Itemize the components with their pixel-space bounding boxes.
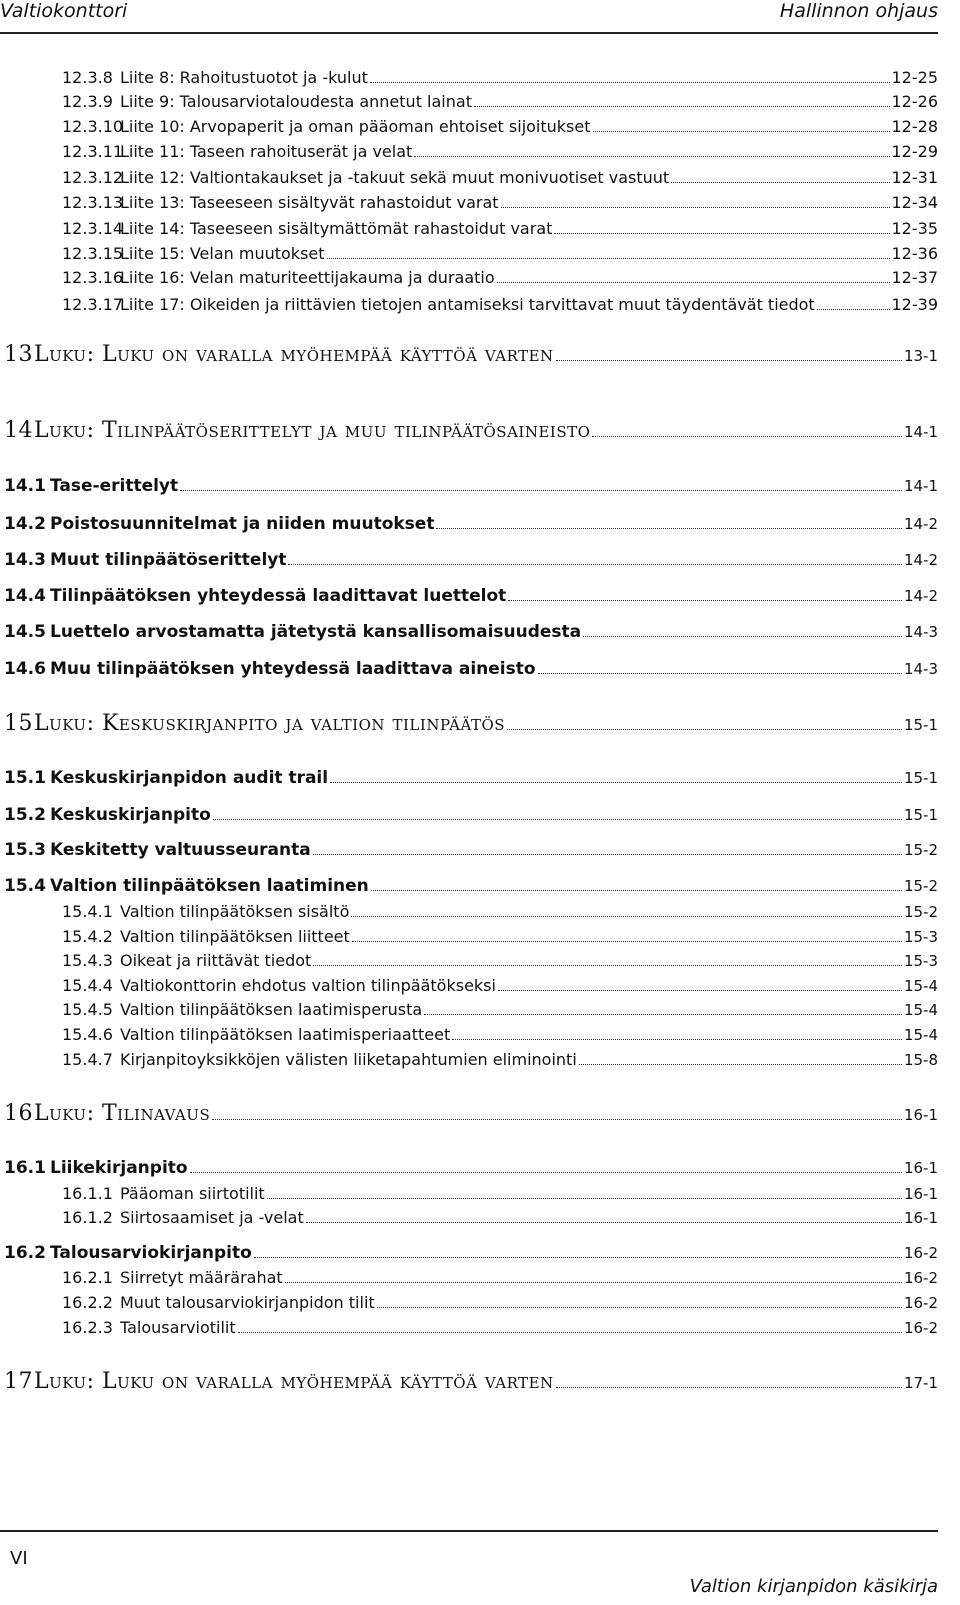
toc-page: 16-2 — [903, 1244, 938, 1262]
toc-title: Liite 13: Taseeseen sisältyvät rahastoidut varat — [120, 193, 499, 212]
footer-rule — [0, 1530, 938, 1532]
toc-leader-dots — [817, 297, 890, 310]
toc-page: 12-39 — [891, 295, 938, 314]
toc-title: Valtion tilinpäätöksen liitteet — [120, 927, 350, 946]
toc-page: 15-8 — [903, 1051, 938, 1069]
toc-page: 12-26 — [891, 92, 938, 111]
toc-title: Liite 16: Velan maturiteettijakauma ja duraatio — [120, 268, 495, 287]
toc-entry[interactable] — [62, 927, 938, 946]
toc-title: Liite 15: Velan muutokset — [120, 244, 325, 263]
toc-number: 15.4.6 — [62, 1025, 113, 1044]
toc-leader-dots — [556, 1371, 902, 1388]
toc-page: 15-4 — [903, 1001, 938, 1019]
toc-entry[interactable] — [62, 951, 938, 970]
toc-entry[interactable] — [62, 1025, 938, 1044]
toc-entry[interactable] — [62, 295, 938, 314]
toc-page: 12-25 — [891, 68, 938, 87]
toc-title: Muut talousarviokirjanpidon tilit — [120, 1293, 375, 1312]
toc-number: 12.3.10 — [62, 117, 124, 136]
toc-title: Poistosuunnitelmat ja niiden muutokset — [50, 514, 435, 534]
toc-title: Tase-erittelyt — [50, 476, 179, 496]
toc-page: 17-1 — [903, 1374, 938, 1392]
toc-page: 12-35 — [891, 219, 938, 238]
toc-leader-dots — [351, 904, 902, 917]
toc-number: 12.3.9 — [62, 92, 113, 111]
toc-title: Kirjanpitoyksikköjen välisten liiketapahtumien eliminointi — [120, 1050, 577, 1069]
toc-chapter[interactable] — [4, 342, 938, 367]
toc-page: 16-2 — [903, 1269, 938, 1287]
toc-page: 15-2 — [903, 877, 938, 895]
toc-leader-dots — [671, 170, 889, 183]
toc-leader-dots — [583, 624, 902, 637]
toc-number: 16.1.1 — [62, 1184, 113, 1203]
toc-entry[interactable] — [62, 219, 938, 238]
toc-number: 16.2.3 — [62, 1318, 113, 1337]
toc-leader-dots — [212, 1103, 902, 1120]
toc-leader-dots — [327, 246, 890, 259]
toc-leader-dots — [414, 144, 889, 157]
toc-number: 14.4 — [4, 586, 46, 606]
toc-number: 12.3.15 — [62, 244, 124, 263]
toc-title: Valtiokonttorin ehdotus valtion tilinpäätökseksi — [120, 976, 496, 995]
toc-title: Luku: Luku on varalla myöhempää käyttöä varten — [34, 342, 554, 367]
toc-entry[interactable] — [62, 1050, 938, 1069]
toc-number: 12.3.8 — [62, 68, 113, 87]
toc-page: 12-34 — [891, 193, 938, 212]
toc-number: 14 — [4, 418, 33, 443]
toc-entry[interactable] — [4, 586, 938, 606]
toc-number: 15.2 — [4, 805, 46, 825]
toc-entry[interactable] — [62, 1293, 938, 1312]
toc-leader-dots — [556, 344, 902, 361]
toc-entry[interactable] — [62, 1000, 938, 1019]
toc-title: Siirtosaamiset ja -velat — [120, 1208, 304, 1227]
toc-entry[interactable] — [4, 514, 938, 534]
toc-entry[interactable] — [4, 1243, 938, 1263]
toc-entry[interactable] — [4, 876, 938, 896]
toc-page: 12-31 — [891, 168, 938, 187]
toc-leader-dots — [593, 119, 890, 132]
toc-page: 14-3 — [903, 660, 938, 678]
toc-page: 15-1 — [903, 806, 938, 824]
toc-entry[interactable] — [62, 268, 938, 287]
toc-number: 12.3.13 — [62, 193, 124, 212]
toc-leader-dots — [238, 1320, 902, 1333]
page-footer — [0, 1540, 938, 1600]
toc-title: Siirretyt määrärahat — [120, 1268, 283, 1287]
toc-number: 15.4.5 — [62, 1000, 113, 1019]
toc-chapter[interactable] — [4, 1101, 938, 1126]
toc-number: 16.2.1 — [62, 1268, 113, 1287]
toc-title: Tilinpäätöksen yhteydessä laadittavat luettelot — [50, 586, 507, 606]
toc-entry[interactable] — [62, 168, 938, 187]
toc-entry[interactable] — [62, 1208, 938, 1227]
toc-number: 14.2 — [4, 514, 46, 534]
toc-leader-dots — [313, 842, 902, 855]
toc-entry[interactable] — [4, 550, 938, 570]
toc-page: 16-2 — [903, 1319, 938, 1337]
toc-entry[interactable] — [62, 1268, 938, 1287]
footer-book-title: Valtion kirjanpidon käsikirja — [689, 1576, 938, 1597]
toc-number: 15.4.1 — [62, 902, 113, 921]
toc-leader-dots — [507, 713, 902, 730]
toc-entry[interactable] — [62, 1184, 938, 1203]
toc-title: Valtion tilinpäätöksen sisältö — [120, 902, 350, 921]
toc-page: 15-1 — [903, 769, 938, 787]
toc-leader-dots — [424, 1002, 902, 1015]
toc-title: Luku: Luku on varalla myöhempää käyttöä varten — [34, 1369, 554, 1394]
toc-leader-dots — [377, 1295, 902, 1308]
toc-title: Talousarviokirjanpito — [50, 1243, 252, 1263]
toc-entry[interactable] — [62, 142, 938, 161]
toc-number: 14.5 — [4, 622, 46, 642]
toc-number: 15.1 — [4, 768, 46, 788]
toc-leader-dots — [306, 1210, 902, 1223]
toc-entry[interactable] — [62, 68, 938, 87]
toc-leader-dots — [371, 878, 902, 891]
toc-page: 14-2 — [903, 551, 938, 569]
toc-entry[interactable] — [62, 244, 938, 263]
toc-leader-dots — [330, 770, 902, 783]
toc-number: 15.4.7 — [62, 1050, 113, 1069]
toc-number: 15.4.3 — [62, 951, 113, 970]
toc-number: 14.3 — [4, 550, 46, 570]
toc-page: 16-1 — [903, 1209, 938, 1227]
toc-number: 16 — [4, 1101, 33, 1126]
toc-title: Talousarviotilit — [120, 1318, 236, 1337]
toc-title: Keskuskirjanpito — [50, 805, 211, 825]
toc-leader-dots — [436, 516, 901, 529]
toc-title: Valtion tilinpäätöksen laatimisperiaatteet — [120, 1025, 451, 1044]
toc-page: 15-3 — [903, 952, 938, 970]
toc-number: 15.4 — [4, 876, 46, 896]
toc-leader-dots — [288, 552, 901, 565]
toc-page: 14-1 — [903, 477, 938, 495]
toc-leader-dots — [501, 195, 890, 208]
toc-title: Keskitetty valtuusseuranta — [50, 840, 311, 860]
toc-title: Pääoman siirtotilit — [120, 1184, 265, 1203]
toc-entry[interactable] — [4, 622, 938, 642]
toc-number: 12.3.16 — [62, 268, 124, 287]
toc-page: 16-1 — [903, 1106, 938, 1124]
toc-number: 12.3.11 — [62, 142, 124, 161]
toc-number: 15.3 — [4, 840, 46, 860]
toc-title: Liite 10: Arvopaperit ja oman pääoman ehtoiset sijoitukset — [120, 117, 591, 136]
toc-page: 15-4 — [903, 1026, 938, 1044]
toc-number: 15.4.2 — [62, 927, 113, 946]
toc-entry[interactable] — [4, 768, 938, 788]
toc-page: 16-1 — [903, 1185, 938, 1203]
toc-number: 12.3.12 — [62, 168, 124, 187]
toc-number: 12.3.17 — [62, 295, 124, 314]
toc-number: 14.1 — [4, 476, 46, 496]
toc-number: 16.1 — [4, 1158, 46, 1178]
toc-leader-dots — [498, 978, 902, 991]
toc-page: 15-4 — [903, 977, 938, 995]
toc-page: 15-2 — [903, 841, 938, 859]
toc-number: 16.1.2 — [62, 1208, 113, 1227]
toc-title: Luku: Keskuskirjanpito ja valtion tilinpäätös — [34, 711, 506, 736]
header-org: Valtiokonttori — [0, 0, 128, 22]
toc-entry[interactable] — [62, 1318, 938, 1337]
toc-page: 12-37 — [891, 268, 938, 287]
toc-entry[interactable] — [62, 902, 938, 921]
toc-leader-dots — [508, 588, 902, 601]
toc-page: 16-2 — [903, 1294, 938, 1312]
toc-title: Muu tilinpäätöksen yhteydessä laadittava aineisto — [50, 659, 536, 679]
toc-entry[interactable] — [4, 476, 938, 496]
toc-title: Oikeat ja riittävät tiedot — [120, 951, 312, 970]
toc-leader-dots — [592, 420, 902, 437]
toc-title: Liite 17: Oikeiden ja riittävien tietojen antamiseksi tarvittavat muut täydentävät tiedot — [120, 295, 815, 314]
toc-number: 14.6 — [4, 659, 46, 679]
toc-title: Valtion tilinpäätöksen laatiminen — [50, 876, 369, 896]
toc-chapter[interactable] — [4, 711, 938, 736]
toc-entry[interactable] — [62, 117, 938, 136]
toc-number: 17 — [4, 1369, 33, 1394]
toc-page: 14-2 — [903, 587, 938, 605]
toc-leader-dots — [180, 478, 902, 491]
toc-leader-dots — [190, 1160, 902, 1173]
toc-entry[interactable] — [4, 840, 938, 860]
toc-leader-dots — [474, 94, 890, 107]
toc-title: Liite 14: Taseeseen sisältymättömät rahastoidut varat — [120, 219, 553, 238]
toc-leader-dots — [254, 1245, 902, 1258]
toc-leader-dots — [452, 1027, 902, 1040]
toc-number: 12.3.14 — [62, 219, 124, 238]
toc-leader-dots — [213, 807, 902, 820]
toc-number: 15 — [4, 711, 33, 736]
toc-leader-dots — [538, 661, 902, 674]
toc-page: 12-29 — [891, 142, 938, 161]
toc-leader-dots — [370, 70, 890, 83]
toc-leader-dots — [352, 929, 902, 942]
toc-entry[interactable] — [4, 1158, 938, 1178]
toc-page: 12-28 — [891, 117, 938, 136]
toc-title: Luku: Tilinavaus — [34, 1101, 211, 1126]
toc-entry[interactable] — [4, 659, 938, 679]
toc-title: Muut tilinpäätöserittelyt — [50, 550, 287, 570]
toc-leader-dots — [497, 270, 890, 283]
footer-page-number: VI — [10, 1548, 28, 1569]
toc-number: 13 — [4, 342, 33, 367]
toc-page: 12-36 — [891, 244, 938, 263]
toc-title: Liite 11: Taseen rahoituserät ja velat — [120, 142, 413, 161]
toc-title: Luku: Tilinpäätöserittelyt ja muu tilinpäätösaineisto — [34, 418, 591, 443]
toc-title: Valtion tilinpäätöksen laatimisperusta — [120, 1000, 423, 1019]
toc-title: Luettelo arvostamatta jätetystä kansallisomaisuudesta — [50, 622, 582, 642]
toc-page: 15-3 — [903, 928, 938, 946]
toc-leader-dots — [554, 221, 889, 234]
toc-chapter[interactable] — [4, 418, 938, 443]
toc-chapter[interactable] — [4, 1369, 938, 1394]
toc-number: 15.4.4 — [62, 976, 113, 995]
toc-leader-dots — [313, 953, 902, 966]
toc-title: Keskuskirjanpidon audit trail — [50, 768, 329, 788]
toc-entry[interactable] — [4, 805, 938, 825]
toc-number: 16.2.2 — [62, 1293, 113, 1312]
toc-page: 16-1 — [903, 1159, 938, 1177]
header-section: Hallinnon ohjaus — [779, 0, 938, 22]
toc-title: Liite 12: Valtiontakaukset ja -takuut sekä muut monivuotiset vastuut — [120, 168, 670, 187]
toc-page: 15-2 — [903, 903, 938, 921]
toc-title: Liite 9: Talousarviotaloudesta annetut lainat — [120, 92, 472, 111]
toc-number: 16.2 — [4, 1243, 46, 1263]
toc-page: 14-3 — [903, 623, 938, 641]
toc-entry[interactable] — [62, 976, 938, 995]
toc-page: 15-1 — [903, 716, 938, 734]
toc-title: Liite 8: Rahoitustuotot ja -kulut — [120, 68, 368, 87]
toc-page: 14-2 — [903, 515, 938, 533]
toc-leader-dots — [285, 1270, 902, 1283]
toc-leader-dots — [267, 1186, 902, 1199]
toc-entry[interactable] — [62, 193, 938, 212]
toc-entry[interactable] — [62, 92, 938, 111]
toc-title: Liikekirjanpito — [50, 1158, 188, 1178]
toc-leader-dots — [579, 1052, 902, 1065]
toc-page: 13-1 — [903, 347, 938, 365]
toc-page: 14-1 — [903, 423, 938, 441]
